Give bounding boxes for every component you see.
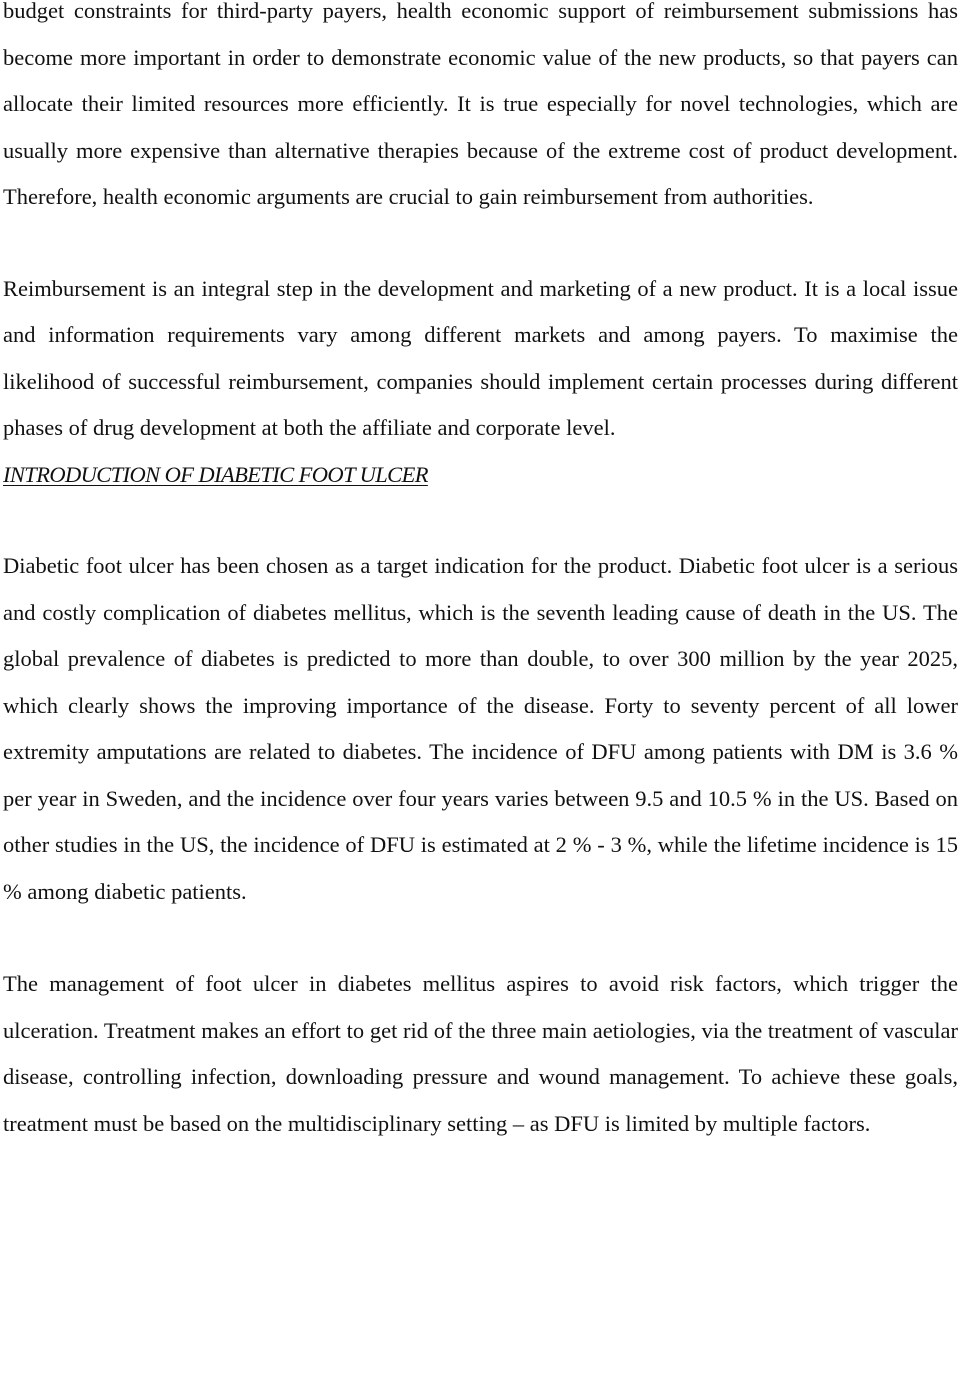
paragraph-reimbursement: Reimbursement is an integral step in the development and marketing of a new product. It is a local issue and information requirements vary among different markets and among payers. To maximise the likelihood of successful reimbursement, companies should implement certain processes during different phases of drug development at both the affiliate and corporate level. [3, 275, 958, 440]
paragraph-diabetic-foot-ulcer: Diabetic foot ulcer has been chosen as a target indication for the product. Diabetic foot ulcer is a serious and costly complication of diabetes mellitus, which is the seventh leading cause of death in the US. The global prevalence of diabetes is predicted to more than double, to over 300 million by the year 2025, which clearly shows the improving importance of the disease. Forty to seventy percent of all lower extremity amputations are related to diabetes. The incidence of DFU among patients with DM is 3.6 % per year in Sweden, and the incidence over four years varies between 9.5 and 10.5 % in the US. Based on other studies in the US, the incidence of DFU is estimated at 2 % - 3 %, while the lifetime incidence is 15 % among diabetic patients. [3, 553, 958, 904]
paragraph-management: The management of foot ulcer in diabetes mellitus aspires to avoid risk factors, which trigger the ulceration. Treatment makes an effort to get rid of the three main aetiologies, via the treatment of vascular disease, controlling infection, downloading pressure and wound management. To achieve these goals, treatment must be based on the multidisciplinary setting – as DFU is limited by multiple factors. [3, 971, 958, 1136]
paragraph-health-economics: budget constraints for third-party payers, health economic support of reimbursement submissions has become more important in order to demonstrate economic value of the new products, so that payers can allocate their limited resources more efficiently. It is true especially for novel technologies, which are usually more expensive than alternative therapies because of the extreme cost of product development. Therefore, health economic arguments are crucial to gain reimbursement from authorities. [3, 0, 958, 209]
section-heading: INTRODUCTION OF DIABETIC FOOT ULCER [3, 461, 428, 487]
document-page [3, 0, 958, 1147]
